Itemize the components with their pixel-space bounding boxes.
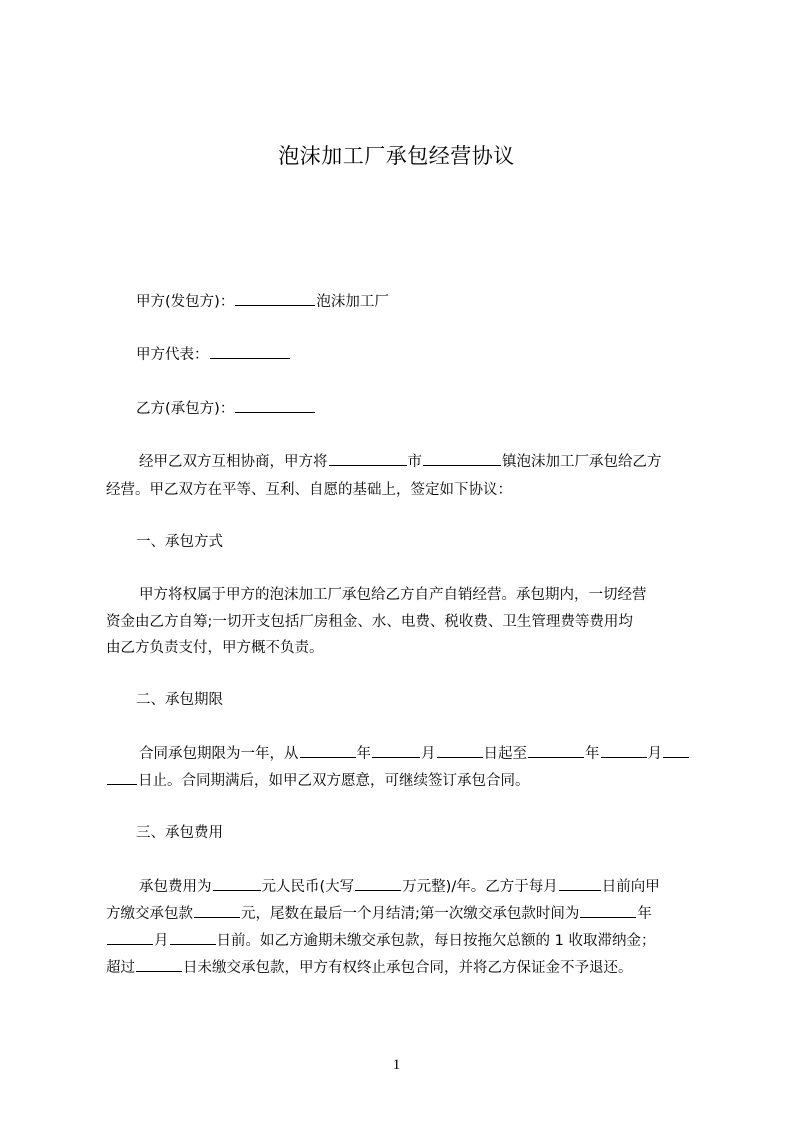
section-2-line-1 — [139, 743, 690, 765]
first-payment-day-blank — [170, 930, 216, 945]
term-text-end: 日止。合同期满后，如甲乙双方愿意，可继续签订承包合同。 — [138, 773, 530, 789]
party-a-rep-blank — [210, 344, 290, 359]
start-month-blank — [372, 743, 420, 758]
document-title: 泡沫加工厂承包经营协议 — [278, 144, 515, 168]
end-day-blank-part2 — [107, 770, 137, 785]
section-2-line-2 — [106, 770, 530, 792]
intro-line-1 — [139, 451, 662, 473]
fee-payment-blank — [194, 903, 240, 918]
section-1-line-2: 资金由乙方自筹;一切开支包括厂房租金、水、电费、税收费、卫生管理费等费用均 — [106, 614, 633, 630]
intro-town-blank — [423, 451, 501, 466]
section-2-heading: 二、承包期限 — [136, 692, 223, 708]
start-month-label: 月 — [421, 746, 436, 762]
party-b-line — [136, 398, 316, 420]
intro-text-c: 镇泡沫加工厂承包给乙方 — [502, 454, 662, 470]
first-payment-year-blank — [580, 903, 636, 918]
section-3-line-3 — [106, 930, 655, 952]
fee-text-c: 万元整)/年。乙方于每月 — [402, 879, 558, 895]
party-a-blank — [235, 291, 315, 306]
start-day-label: 日起至 — [483, 746, 527, 762]
first-payment-month-blank — [107, 930, 153, 945]
party-a-line — [136, 291, 389, 313]
fee-text-h: 超过 — [106, 960, 135, 976]
section-1-heading: 一、承包方式 — [136, 534, 223, 550]
page-number: 1 — [392, 1057, 401, 1073]
party-a-rep-label: 甲方代表： — [136, 347, 209, 363]
intro-text-a: 经甲乙双方互相协商，甲方将 — [139, 454, 328, 470]
intro-city-blank — [329, 451, 407, 466]
section-3-line-1 — [139, 876, 660, 898]
end-day-blank-part1 — [663, 743, 689, 758]
party-a-label: 甲方(发包方)： — [136, 294, 235, 310]
party-a-name: 泡沫加工厂 — [316, 294, 389, 310]
fee-text-f: 元，尾数在最后一个月结清;第一次缴交承包款时间为 — [241, 906, 580, 922]
end-year-label: 年 — [585, 746, 600, 762]
intro-line-2: 经营。甲乙双方在平等、互利、自愿的基础上，签定如下协议： — [106, 482, 512, 498]
intro-text-b: 市 — [407, 454, 422, 470]
section-3-heading: 三、承包费用 — [136, 825, 223, 841]
term-text-a: 合同承包期限为一年，从 — [139, 746, 299, 762]
party-b-label: 乙方(承包方)： — [136, 401, 235, 417]
end-month-label: 月 — [647, 746, 662, 762]
fee-text-g: 日前。如乙方逾期未缴交承包款，每日按拖欠总额的 1 收取滞纳金； — [216, 933, 656, 949]
start-day-blank — [437, 743, 483, 758]
section-3-line-2 — [106, 903, 652, 925]
fee-text-e: 方缴交承包款 — [106, 906, 193, 922]
end-month-blank — [601, 743, 647, 758]
fee-text-d: 日前向甲 — [601, 879, 660, 895]
section-1-line-3: 由乙方负责支付，甲方概不负责。 — [106, 640, 324, 656]
fee-amount-blank — [213, 876, 261, 891]
fee-text-a: 承包费用为 — [139, 879, 212, 895]
start-year-label: 年 — [356, 746, 371, 762]
fee-due-day-blank — [559, 876, 601, 891]
fee-text-b: 元人民币(大写 — [261, 879, 355, 895]
first-payment-year-label: 年 — [637, 906, 652, 922]
section-3-line-4 — [106, 957, 633, 979]
fee-capital-blank — [355, 876, 401, 891]
party-a-rep-line — [136, 344, 291, 366]
section-1-line-1: 甲方将权属于甲方的泡沫加工厂承包给乙方自产自销经营。承包期内，一切经营 — [139, 587, 647, 603]
start-year-blank — [300, 743, 356, 758]
end-year-blank — [528, 743, 584, 758]
first-payment-month-label: 月 — [154, 933, 169, 949]
overdue-days-blank — [136, 957, 182, 972]
fee-text-i: 日未缴交承包款，甲方有权终止承包合同，并将乙方保证金不予退还。 — [183, 960, 633, 976]
party-b-blank — [235, 398, 315, 413]
